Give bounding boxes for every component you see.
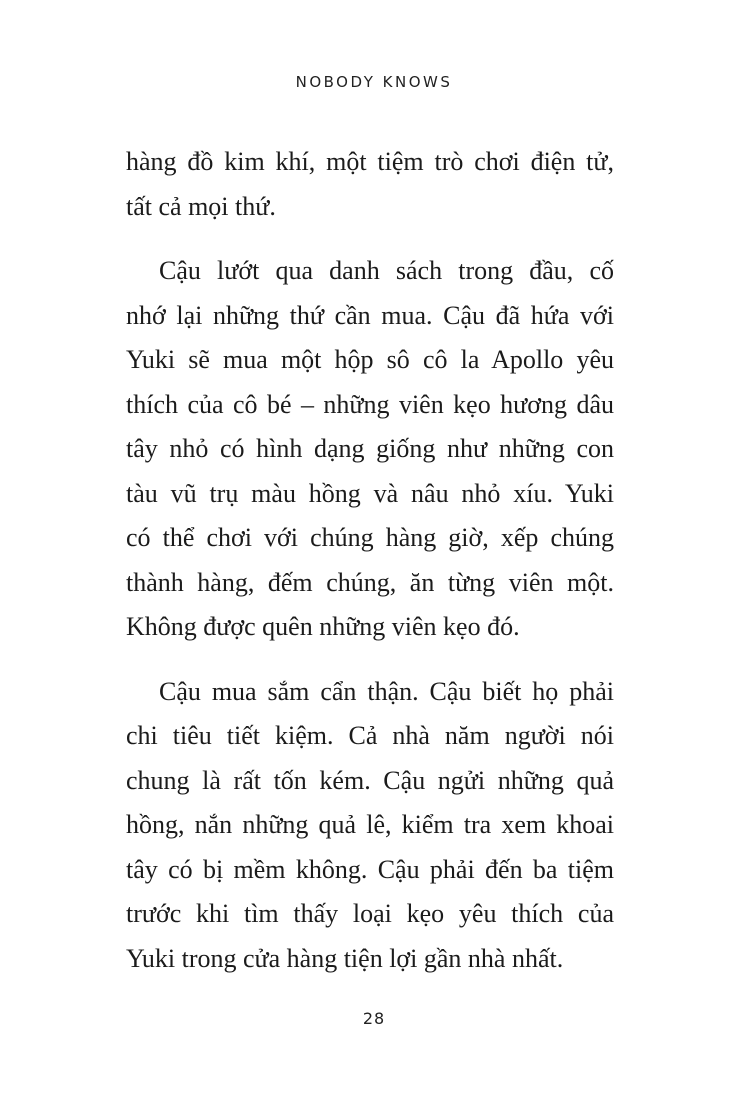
text-line: hàng đồ kim khí, một tiệm trò chơi điện tử, — [126, 147, 614, 176]
paragraph-1 — [126, 140, 614, 229]
body-text — [126, 140, 614, 981]
text-line: nhớ lại những thứ cần mua. Cậu đã hứa với — [126, 300, 614, 330]
paragraph-3 — [126, 670, 614, 982]
text-line: chung là rất tốn kém. Cậu ngửi những quả — [126, 765, 614, 795]
page-number: 28 — [362, 1009, 386, 1028]
running-header: NOBODY KNOWS — [295, 73, 453, 91]
text-line: tây nhỏ có hình dạng giống như những con — [126, 434, 614, 463]
text-line: có thể chơi với chúng hàng giờ, xếp chúng — [126, 523, 614, 552]
paragraph-2 — [126, 249, 614, 650]
text-line: tàu vũ trụ màu hồng và nâu nhỏ xíu. Yuki — [126, 478, 614, 508]
text-line: Không được quên những viên kẹo đó. — [126, 612, 520, 641]
text-line: tây có bị mềm không. Cậu phải đến ba tiệm — [126, 854, 614, 884]
text-line: Cậu lướt qua danh sách trong đầu, cố — [159, 256, 614, 285]
text-line: thích của cô bé – những viên kẹo hương dâu — [126, 389, 614, 419]
text-line: chi tiêu tiết kiệm. Cả nhà năm người nói — [126, 721, 614, 750]
text-line: trước khi tìm thấy loại kẹo yêu thích của — [126, 899, 614, 928]
text-line: Cậu mua sắm cẩn thận. Cậu biết họ phải — [159, 676, 614, 706]
text-line: thành hàng, đếm chúng, ăn từng viên một. — [126, 567, 614, 597]
text-line: tất cả mọi thứ. — [126, 191, 276, 221]
text-line: Yuki sẽ mua một hộp sô cô la Apollo yêu — [126, 345, 614, 374]
text-line: Yuki trong cửa hàng tiện lợi gần nhà nhất. — [126, 943, 564, 973]
text-line: hồng, nắn những quả lê, kiểm tra xem khoai — [126, 810, 614, 839]
